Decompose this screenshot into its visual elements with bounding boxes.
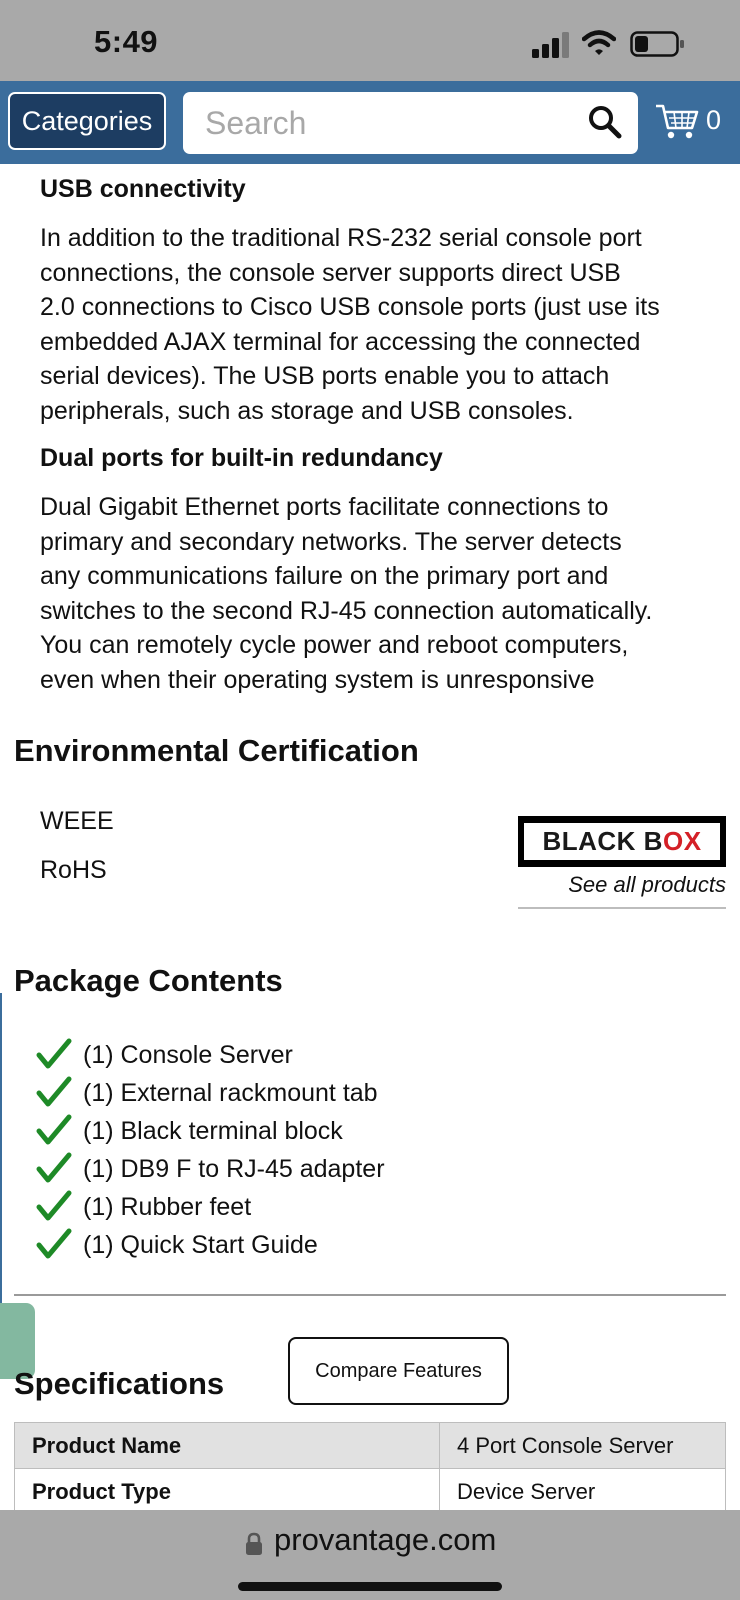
feature-text-usb bbox=[40, 221, 730, 429]
brand-logo-text-part: X bbox=[683, 826, 702, 856]
search-icon[interactable] bbox=[587, 104, 623, 140]
status-bar bbox=[0, 0, 740, 81]
categories-button[interactable]: Categories bbox=[8, 92, 166, 150]
home-indicator[interactable] bbox=[238, 1582, 502, 1591]
see-all-products-link[interactable]: See all products bbox=[568, 872, 726, 897]
brand-logo-mark: O bbox=[662, 826, 684, 856]
table-row bbox=[15, 1469, 726, 1515]
feature-text-line: 2.0 connections to Cisco USB console ports (just use its bbox=[40, 293, 660, 322]
package-item-label: (1) Console Server bbox=[83, 1041, 293, 1069]
table-row bbox=[15, 1423, 726, 1469]
check-icon bbox=[36, 1076, 72, 1108]
brand-logo[interactable] bbox=[518, 816, 726, 867]
brand-logo-text bbox=[524, 823, 720, 860]
feature-text-line: embedded AJAX terminal for accessing the connected bbox=[40, 327, 641, 356]
package-contents-heading: Package Contents bbox=[14, 963, 283, 998]
feature-text-line: peripherals, such as storage and USB consoles. bbox=[40, 396, 574, 425]
feature-text-line: any communications failure on the primary port and bbox=[40, 562, 609, 591]
compare-features-button[interactable]: Compare Features bbox=[288, 1337, 509, 1405]
search-box bbox=[183, 92, 638, 154]
feature-text-dual-ports bbox=[40, 490, 730, 698]
specifications-heading: Specifications bbox=[14, 1366, 225, 1401]
package-item-label: (1) Quick Start Guide bbox=[83, 1231, 318, 1259]
divider bbox=[14, 1294, 726, 1296]
lock-icon bbox=[245, 1532, 263, 1556]
site-header bbox=[0, 81, 740, 164]
check-icon bbox=[36, 1114, 72, 1146]
cert-item-weee: WEEE bbox=[40, 807, 114, 835]
signal-icon bbox=[532, 32, 572, 58]
package-item-label: (1) External rackmount tab bbox=[83, 1079, 378, 1107]
spec-label: Product Name bbox=[15, 1423, 440, 1469]
browser-address-bar[interactable] bbox=[0, 1510, 740, 1600]
package-item-label: (1) Rubber feet bbox=[83, 1193, 252, 1221]
feature-text-line: switches to the second RJ-45 connection automatically. bbox=[40, 596, 653, 625]
package-item-label: (1) Black terminal block bbox=[83, 1117, 343, 1145]
spec-label: Product Type bbox=[15, 1469, 440, 1515]
feature-text-line: even when their operating system is unresponsive bbox=[40, 665, 595, 694]
brand-logo-text-part: BLACK B bbox=[542, 826, 663, 856]
section-accent-line bbox=[0, 993, 2, 1305]
cart-icon[interactable] bbox=[654, 103, 700, 141]
feature-heading-usb: USB connectivity bbox=[40, 175, 246, 203]
feature-text-line: In addition to the traditional RS-232 serial console port bbox=[40, 224, 642, 252]
spec-value: 4 Port Console Server bbox=[440, 1423, 726, 1469]
url-text[interactable]: provantage.com bbox=[274, 1522, 497, 1557]
check-icon bbox=[36, 1038, 72, 1070]
battery-icon bbox=[630, 31, 686, 57]
feature-text-line: Dual Gigabit Ethernet ports facilitate connections to bbox=[40, 493, 609, 521]
package-item-label: (1) DB9 F to RJ-45 adapter bbox=[83, 1155, 385, 1183]
cert-item-rohs: RoHS bbox=[40, 856, 107, 884]
status-time: 5:49 bbox=[94, 24, 159, 59]
feature-heading-dual-ports: Dual ports for built-in redundancy bbox=[40, 444, 443, 472]
check-icon bbox=[36, 1228, 72, 1260]
check-icon bbox=[36, 1152, 72, 1184]
environmental-heading: Environmental Certification bbox=[14, 733, 419, 768]
spec-value: Device Server bbox=[440, 1469, 726, 1515]
feature-text-line: serial devices). The USB ports enable you to attach bbox=[40, 362, 610, 391]
feature-text-line: connections, the console server supports direct USB bbox=[40, 258, 621, 287]
search-input[interactable] bbox=[183, 92, 573, 154]
divider bbox=[518, 907, 726, 909]
feature-text-line: primary and secondary networks. The server detects bbox=[40, 527, 622, 556]
cart-count[interactable]: 0 bbox=[706, 105, 722, 135]
check-icon bbox=[36, 1190, 72, 1222]
specifications-table bbox=[14, 1422, 726, 1515]
wifi-icon bbox=[582, 30, 616, 56]
feature-text-line: You can remotely cycle power and reboot computers, bbox=[40, 631, 629, 660]
